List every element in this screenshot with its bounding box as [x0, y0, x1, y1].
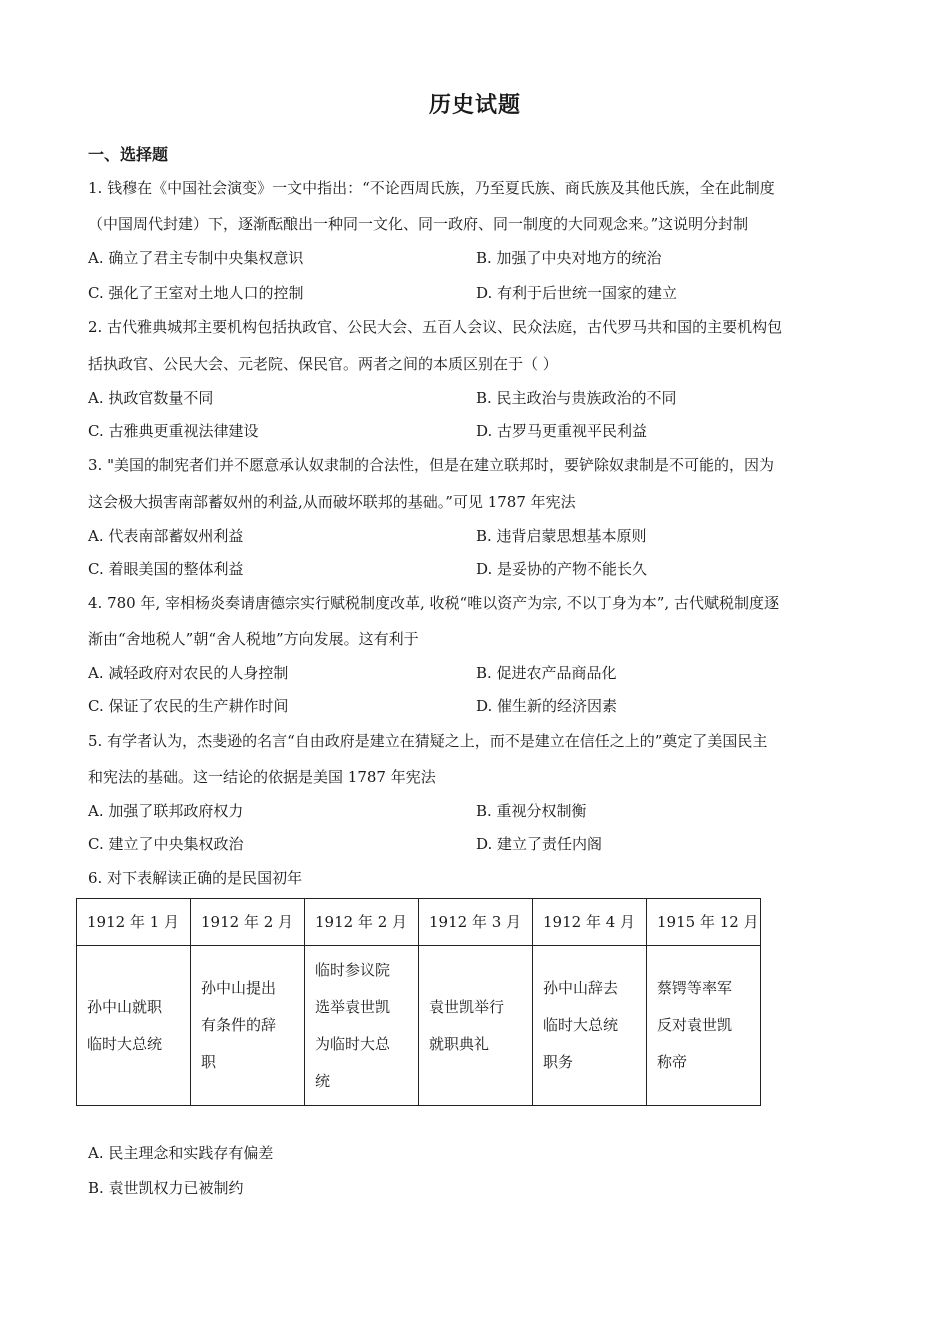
- question-2-option-b: B. 民主政治与贵族政治的不同: [476, 389, 677, 407]
- question-4-option-a: A. 减轻政府对农民的人身控制: [88, 664, 289, 682]
- cell-text-line: 有条件的辞: [201, 1016, 277, 1034]
- question-6-option-a: A. 民主理念和实践存有偏差: [88, 1144, 274, 1162]
- page-title: 历史试题: [428, 93, 521, 118]
- table-cell: [533, 946, 647, 1106]
- question-2-line-1: 2. 古代雅典城邦主要机构包括执政官、公民大会、五百人会议、民众法庭，古代罗马共和国的主要机构包: [88, 318, 783, 336]
- question-5-option-d: D. 建立了责任内阁: [476, 835, 603, 853]
- cell-text-line: 孙中山提出: [201, 979, 277, 997]
- question-1-option-d: D. 有利于后世统一国家的建立: [476, 284, 678, 302]
- question-4-option-b: B. 促进农产品商品化: [476, 664, 617, 682]
- table-cell: [419, 946, 533, 1106]
- cell-text-line: 临时参议院: [315, 960, 391, 979]
- table-cell: [647, 946, 761, 1106]
- table-header-cell: 1912 年 2 月: [305, 899, 419, 946]
- table-row: [77, 946, 761, 1106]
- cell-text-line: 选举袁世凯: [315, 997, 391, 1016]
- question-5-option-a: A. 加强了联邦政府权力: [88, 802, 244, 820]
- table-cell: [77, 946, 191, 1106]
- question-3-option-d: D. 是妥协的产物不能长久: [476, 560, 648, 578]
- timeline-table: [76, 898, 761, 1106]
- question-1-option-c: C. 强化了王室对土地人口的控制: [88, 284, 304, 302]
- question-2-option-a: A. 执政官数量不同: [88, 389, 214, 407]
- table-cell: [191, 946, 305, 1106]
- question-3-option-b: B. 违背启蒙思想基本原则: [476, 527, 647, 545]
- cell-text-line: 临时大总统: [87, 1034, 163, 1053]
- question-4-option-c: C. 保证了农民的生产耕作时间: [88, 697, 289, 715]
- cell-text-line: 临时大总统: [543, 1016, 619, 1034]
- table-header-cell: 1915 年 12 月: [647, 899, 761, 946]
- table-header-cell: 1912 年 3 月: [419, 899, 533, 946]
- cell-text-line: 蔡锷等率军: [657, 979, 733, 997]
- question-1-option-b: B. 加强了中央对地方的统治: [476, 249, 662, 267]
- table-cell: [305, 946, 419, 1106]
- question-3-line-1: 3. "美国的制宪者们并不愿意承认奴隶制的合法性，但是在建立联邦时，要铲除奴隶制是不可能的，因为: [88, 456, 774, 474]
- question-4-option-d: D. 催生新的经济因素: [476, 697, 618, 715]
- question-1-line-1: 1. 钱穆在《中国社会演变》一文中指出：“不论西周氏族，乃至夏氏族、商氏族及其他氏族，全在此制度: [88, 179, 775, 197]
- table-header-cell: 1912 年 1 月: [77, 899, 191, 946]
- cell-text-line: 袁世凯举行: [429, 997, 505, 1016]
- cell-text-line: 孙中山就职: [87, 997, 163, 1016]
- question-5-option-c: C. 建立了中央集权政治: [88, 835, 244, 853]
- question-2-option-c: C. 古雅典更重视法律建设: [88, 422, 259, 440]
- table-header-row: [77, 899, 761, 946]
- cell-text-line: 职: [201, 1053, 217, 1071]
- question-4-line-1: 4. 780 年, 宰相杨炎奏请唐德宗实行赋税制度改革, 收税“唯以资产为宗, 不以丁身为本”, 古代赋税制度逐: [88, 594, 779, 612]
- question-6-option-b: B. 袁世凯权力已被制约: [88, 1179, 244, 1197]
- cell-text-line: 称帝: [657, 1053, 688, 1071]
- cell-text-line: 反对袁世凯: [657, 1016, 733, 1034]
- table-header-cell: 1912 年 2 月: [191, 899, 305, 946]
- question-1-line-2: （中国周代封建）下，逐渐酝酿出一种同一文化、同一政府、同一制度的大同观念来。”这说明分封制: [88, 215, 749, 233]
- cell-text-line: 就职典礼: [429, 1034, 490, 1053]
- question-3-option-a: A. 代表南部蓄奴州利益: [88, 527, 244, 545]
- question-3-option-c: C. 着眼美国的整体利益: [88, 560, 244, 578]
- question-5-line-2: 和宪法的基础。这一结论的依据是美国 1787 年宪法: [88, 768, 436, 786]
- question-2-line-2: 括执政官、公民大会、元老院、保民官。两者之间的本质区别在于（ ）: [88, 355, 558, 373]
- question-5-option-b: B. 重视分权制衡: [476, 802, 587, 820]
- cell-text-line: 统: [315, 1071, 331, 1090]
- question-5-line-1: 5. 有学者认为，杰斐逊的名言“自由政府是建立在猜疑之上，而不是建立在信任之上的”奠定了美国民主: [88, 732, 768, 750]
- question-2-option-d: D. 古罗马更重视平民利益: [476, 422, 648, 440]
- section-heading: 一、选择题: [88, 145, 169, 164]
- question-6-stem: 6. 对下表解读正确的是民国初年: [88, 869, 303, 887]
- table-header-cell: 1912 年 4 月: [533, 899, 647, 946]
- cell-text-line: 为临时大总: [315, 1034, 391, 1053]
- question-1-option-a: A. 确立了君主专制中央集权意识: [88, 249, 304, 267]
- cell-text-line: 孙中山辞去: [543, 979, 619, 997]
- question-3-line-2: 这会极大损害南部蓄奴州的利益,从而破坏联邦的基础。”可见 1787 年宪法: [88, 493, 576, 511]
- question-4-line-2: 渐由“舍地税人”朝“舍人税地”方向发展。这有利于: [88, 630, 419, 648]
- cell-text-line: 职务: [543, 1053, 574, 1071]
